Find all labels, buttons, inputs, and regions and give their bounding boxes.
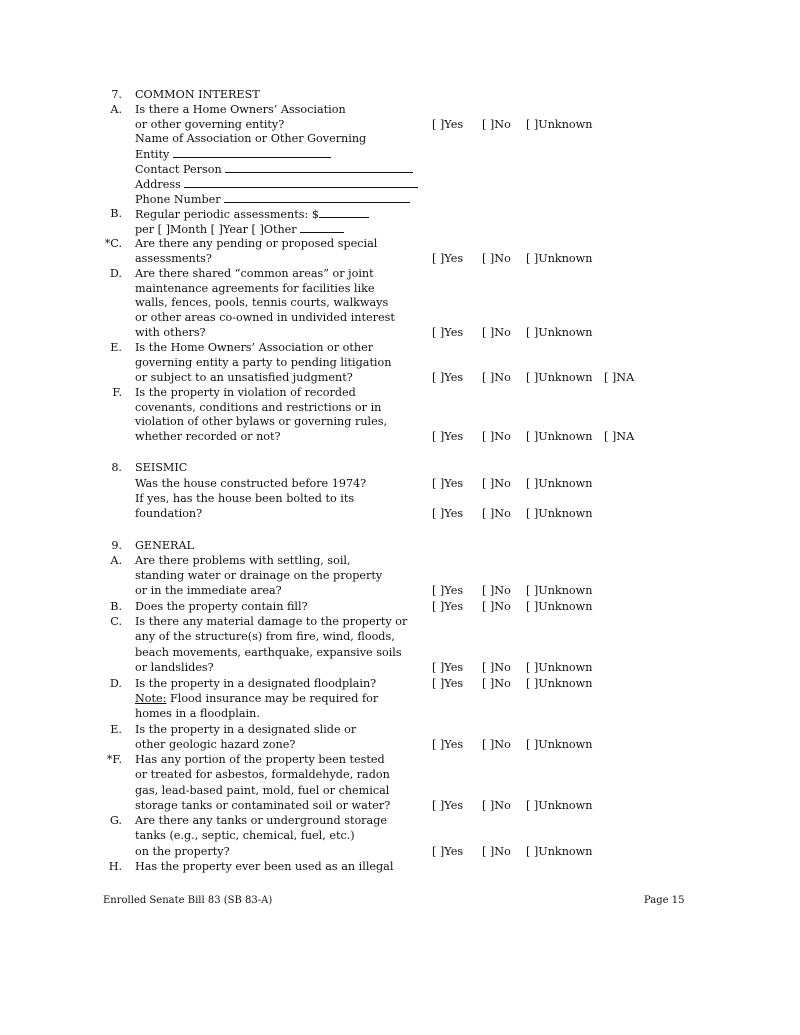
na-checkbox[interactable]: [ ]NA [604,430,635,443]
unknown-checkbox[interactable]: [ ]Unknown [526,430,593,443]
yes-checkbox[interactable]: [ ]Yes [432,118,464,131]
yes-checkbox[interactable]: [ ]Yes [432,326,464,339]
contact-label: Contact Person [135,163,222,176]
question-text: Is there any material damage to the property or [135,615,408,628]
yes-checkbox[interactable]: [ ]Yes [432,677,464,690]
unknown-checkbox[interactable]: [ ]Unknown [526,677,593,690]
question-8-line3 [0,507,800,521]
no-checkbox[interactable]: [ ]No [482,600,511,613]
question-text: Is the property in violation of recorded [135,386,356,399]
phone-label: Phone Number [135,193,221,206]
no-checkbox[interactable]: [ ]No [482,371,511,384]
question-9a-line2 [0,569,800,583]
question-text: with others? [135,326,206,339]
question-9b [0,600,800,614]
assessment-period-options[interactable]: per [ ]Month [ ]Year [ ]Other [135,223,297,236]
question-9d-line2 [0,692,800,706]
question-text: or landslides? [135,661,214,674]
contact-field [135,162,413,177]
question-text: assessments? [135,252,212,265]
question-text: maintenance agreements for facilities like [135,282,375,295]
question-9f-line3 [0,784,800,798]
question-text: walls, fences, pools, tennis courts, walkways [135,296,389,309]
question-letter: *C. [104,237,122,250]
question-text: on the property? [135,845,230,858]
question-7b [0,207,800,221]
no-checkbox[interactable]: [ ]No [482,799,511,812]
question-text [135,692,378,706]
section-number: 7. [111,88,122,101]
question-7d-line4 [0,311,800,325]
assessment-amount-input[interactable] [319,207,369,218]
note-text: Flood insurance may be required for [166,692,379,705]
question-letter: E. [110,341,122,354]
no-checkbox[interactable]: [ ]No [482,845,511,858]
question-text: violation of other bylaws or governing rules, [135,415,388,428]
section-title: GENERAL [135,539,194,552]
question-7f [0,386,800,400]
question-text: Name of Association or Other Governing [135,132,367,145]
yes-checkbox[interactable]: [ ]Yes [432,799,464,812]
question-9e [0,723,800,737]
question-7d-line2 [0,282,800,296]
unknown-checkbox[interactable]: [ ]Unknown [526,738,593,751]
question-9a [0,554,800,568]
unknown-checkbox[interactable]: [ ]Unknown [526,326,593,339]
section-8-heading [0,461,800,475]
question-text: Was the house constructed before 1974? [135,477,367,490]
question-8-line2 [0,492,800,506]
question-text: other geologic hazard zone? [135,738,296,751]
question-7b-line2 [0,222,800,236]
phone-field [135,192,410,207]
question-9c-line4 [0,661,800,675]
yes-checkbox[interactable]: [ ]Yes [432,600,464,613]
question-text: whether recorded or not? [135,430,281,443]
entity-input[interactable] [173,147,331,158]
question-text: beach movements, earthquake, expansive soils [135,646,402,659]
question-9h [0,860,800,874]
question-text: Is the property in a designated floodplain? [135,677,377,690]
question-7e [0,341,800,355]
question-letter: *F. [106,753,122,766]
unknown-checkbox[interactable]: [ ]Unknown [526,600,593,613]
question-text: Are there shared “common areas” or joint [135,267,374,280]
no-checkbox[interactable]: [ ]No [482,326,511,339]
question-9f [0,753,800,767]
no-checkbox[interactable]: [ ]No [482,430,511,443]
unknown-checkbox[interactable]: [ ]Unknown [526,661,593,674]
question-7a-line3 [0,132,800,146]
question-text: tanks (e.g., septic, chemical, fuel, etc.) [135,829,355,842]
question-9f-line4 [0,799,800,813]
question-letter: D. [109,677,122,690]
unknown-checkbox[interactable]: [ ]Unknown [526,584,593,597]
question-letter: A. [110,103,122,116]
question-9e-line2 [0,738,800,752]
question-7f-line2 [0,401,800,415]
section-title: COMMON INTEREST [135,88,260,101]
question-7a-line2 [0,118,800,132]
no-checkbox[interactable]: [ ]No [482,584,511,597]
question-text: Are there any tanks or underground storage [135,814,387,827]
no-checkbox[interactable]: [ ]No [482,738,511,751]
no-checkbox[interactable]: [ ]No [482,252,511,265]
question-text: Are there any pending or proposed special [135,237,378,250]
yes-checkbox[interactable]: [ ]Yes [432,371,464,384]
question-text: Has any portion of the property been tested [135,753,385,766]
unknown-checkbox[interactable]: [ ]Unknown [526,477,593,490]
footer-bill-name: Enrolled Senate Bill 83 (SB 83-A) [103,895,273,906]
entity-field-row [0,147,800,161]
question-text: gas, lead-based paint, mold, fuel or chemical [135,784,390,797]
question-text: or subject to an unsatisfied judgment? [135,371,353,384]
question-text: Has the property ever been used as an illegal [135,860,394,873]
question-text: Are there problems with settling, soil, [135,554,351,567]
yes-checkbox[interactable]: [ ]Yes [432,477,464,490]
question-letter: G. [109,814,122,827]
no-checkbox[interactable]: [ ]No [482,661,511,674]
question-7d-line5 [0,326,800,340]
yes-checkbox[interactable]: [ ]Yes [432,661,464,674]
question-text: or treated for asbestos, formaldehyde, radon [135,768,390,781]
other-period-input[interactable] [300,222,344,233]
yes-checkbox[interactable]: [ ]Yes [432,430,464,443]
question-text: any of the structure(s) from fire, wind, floods, [135,630,395,643]
question-text: or in the immediate area? [135,584,282,597]
question-text: foundation? [135,507,203,520]
question-letter: F. [112,386,122,399]
question-9f-line2 [0,768,800,782]
assessment-period [135,222,344,237]
question-9d-line3 [0,707,800,721]
question-9c-line3 [0,646,800,660]
section-number: 9. [111,539,122,552]
unknown-checkbox[interactable]: [ ]Unknown [526,252,593,265]
question-7e-line3 [0,371,800,385]
yes-checkbox[interactable]: [ ]Yes [432,507,464,520]
question-letter: A. [110,554,122,567]
question-text: or other areas co-owned in undivided interest [135,311,395,324]
no-checkbox[interactable]: [ ]No [482,477,511,490]
section-7-heading [0,88,800,102]
section-9-heading [0,539,800,553]
question-9a-line3 [0,584,800,598]
question-text: Is there a Home Owners’ Association [135,103,346,116]
no-checkbox[interactable]: [ ]No [482,677,511,690]
unknown-checkbox[interactable]: [ ]Unknown [526,799,593,812]
contact-field-row [0,162,800,176]
yes-checkbox[interactable]: [ ]Yes [432,252,464,265]
yes-checkbox[interactable]: [ ]Yes [432,738,464,751]
contact-input[interactable] [225,162,413,173]
question-text: Is the Home Owners’ Association or other [135,341,374,354]
question-8-line1 [0,477,800,491]
question-letter: C. [110,615,122,628]
question-7d-line3 [0,296,800,310]
phone-field-row [0,192,800,206]
question-7c [0,237,800,251]
question-text: storage tanks or contaminated soil or water? [135,799,391,812]
question-9g-line3 [0,845,800,859]
question-9d [0,677,800,691]
address-input[interactable] [184,177,418,188]
question-7d [0,267,800,281]
yes-checkbox[interactable]: [ ]Yes [432,845,464,858]
question-7e-line2 [0,356,800,370]
question-text: governing entity a party to pending litigation [135,356,392,369]
question-text [135,207,369,222]
address-field [135,177,418,192]
entity-field [135,147,331,162]
no-checkbox[interactable]: [ ]No [482,507,511,520]
section-title: SEISMIC [135,461,188,474]
unknown-checkbox[interactable]: [ ]Unknown [526,507,593,520]
question-9g-line2 [0,829,800,843]
question-text: homes in a floodplain. [135,707,260,720]
yes-checkbox[interactable]: [ ]Yes [432,584,464,597]
question-letter: B. [110,207,122,220]
question-letter: D. [109,267,122,280]
question-7c-line2 [0,252,800,266]
unknown-checkbox[interactable]: [ ]Unknown [526,118,593,131]
entity-label: Entity [135,148,170,161]
na-checkbox[interactable]: [ ]NA [604,371,635,384]
question-text: If yes, has the house been bolted to its [135,492,355,505]
address-label: Address [135,178,181,191]
note-label: Note: [135,692,167,705]
question-7a [0,103,800,117]
question-letter: B. [110,600,122,613]
phone-input[interactable] [224,192,410,203]
question-7f-line3 [0,415,800,429]
unknown-checkbox[interactable]: [ ]Unknown [526,845,593,858]
question-9c [0,615,800,629]
question-text: or other governing entity? [135,118,285,131]
question-9g [0,814,800,828]
section-number: 8. [111,461,122,474]
question-text: Is the property in a designated slide or [135,723,357,736]
no-checkbox[interactable]: [ ]No [482,118,511,131]
question-text: standing water or drainage on the property [135,569,383,582]
question-letter: H. [108,860,122,873]
unknown-checkbox[interactable]: [ ]Unknown [526,371,593,384]
question-7f-line4 [0,430,800,444]
question-text: covenants, conditions and restrictions or in [135,401,382,414]
address-field-row [0,177,800,191]
question-9c-line2 [0,630,800,644]
footer-page-number: Page 15 [644,895,685,906]
assessment-label: Regular periodic assessments: $ [135,208,319,221]
question-letter: E. [110,723,122,736]
question-text: Does the property contain fill? [135,600,308,613]
